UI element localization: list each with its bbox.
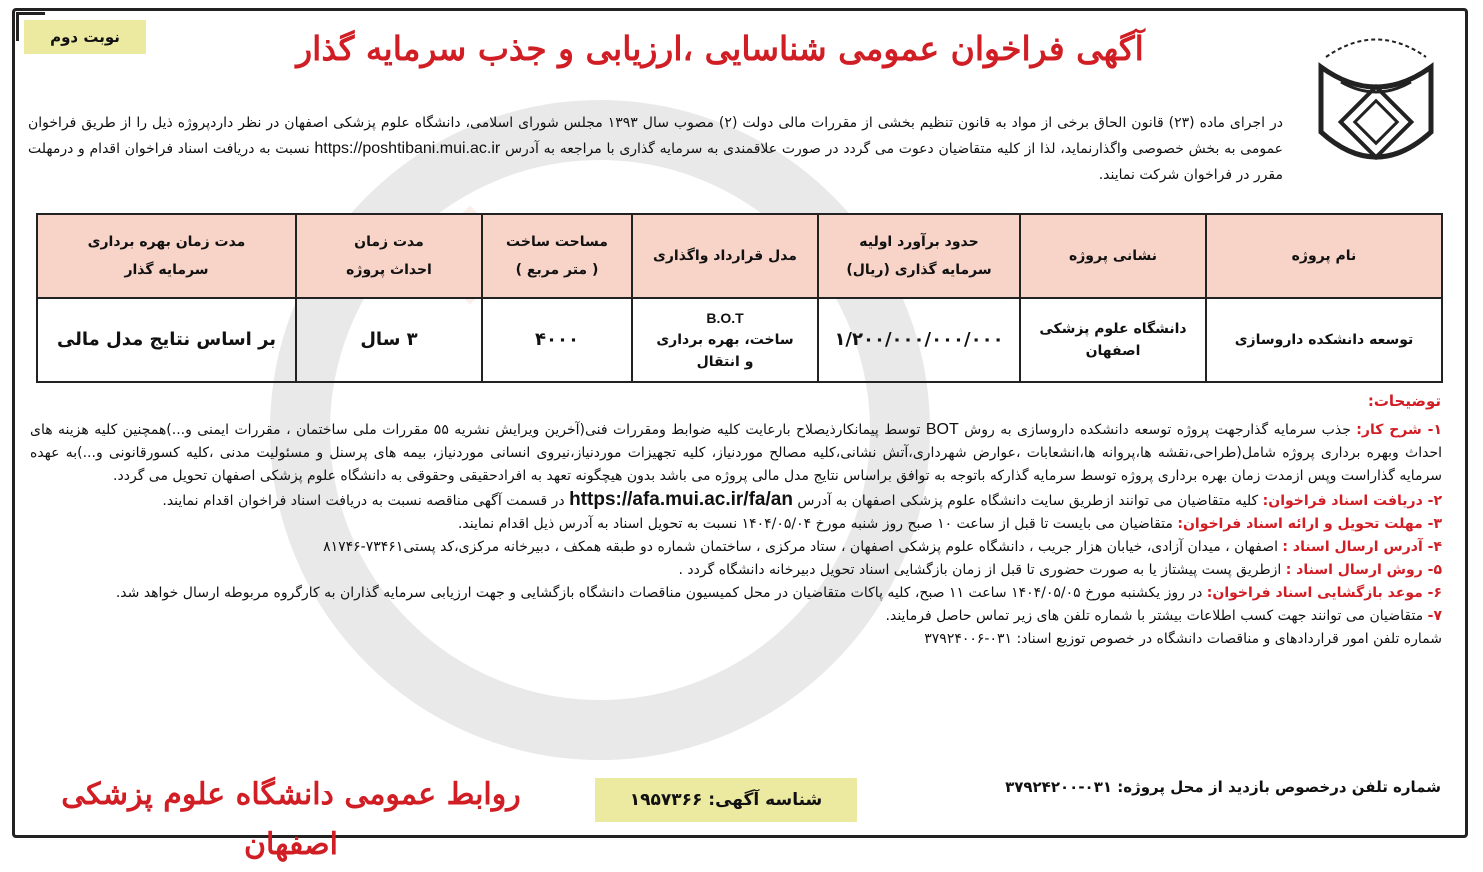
cell-operation-duration: بر اساس نتایج مدل مالی [37,298,296,382]
note-5-label: ۵- روش ارسال اسناد : [1285,562,1442,578]
col-estimate-line1: حدود برآورد اولیه [859,234,979,250]
cell-address-line1: دانشگاه علوم پزشکی [1039,321,1187,337]
col-estimate-line2: سرمایه گذاری (ریال) [846,262,992,278]
notes-list [30,418,1442,651]
note-2-text-b: در قسمت آگهی مناقصه نسبت به دریافت اسناد فراخوان اقدام نمایند. [162,493,565,509]
col-estimate [818,214,1020,298]
note-item-4 [30,536,1442,559]
intro-paragraph [28,110,1283,188]
note-4-text: اصفهان ، میدان آزادی، خیابان هزار جریب ، دانشگاه علوم پزشکی اصفهان ، ستاد مرکزی ، ساختمان شماره دو طبقه همکف ، دبیرخانه مرکزی،کد پستی۷۳۴۶۱-۸۱۷۴۶ [323,539,1278,555]
university-logo [1301,12,1451,182]
site-visit-phone: شماره تلفن درخصوص بازدید از محل پروژه: ۰۳۱-۳۷۹۲۴۲۰۰ [1005,778,1441,796]
col-operate-line1: مدت زمان بهره برداری [87,234,246,250]
cell-model-line2: ساخت، بهره برداری [656,332,794,348]
col-contract-model: مدل قرارداد واگذاری [632,214,818,298]
notes-heading: توضیحات: [1367,392,1441,410]
note-item-1 [30,418,1442,488]
note-5-text: ازطریق پست پیشتاز یا به صورت حضوری تا قبل از زمان بازگشایی اسناد تحویل دبیرخانه دانشگاه گردد . [678,562,1282,578]
note-1-text-a: جذب سرمایه گذارجهت پروژه توسعه دانشکده داروسازی به روش [964,422,1351,438]
publication-round-badge: نوبت دوم [24,20,146,54]
cell-address-line2: اصفهان [1085,343,1141,359]
col-build-duration [296,214,482,298]
table-row [37,298,1442,382]
note-1-label: ۱- شرح کار: [1356,422,1442,438]
cell-project-name: توسعه دانشکده داروسازی [1206,298,1442,382]
page-title: آگهی فراخوان عمومی شناسایی ،ارزیابی و جذب سرمایه گذار [296,29,1144,68]
note-2-label: ۲- دریافت اسناد فراخوان: [1262,493,1442,509]
note-1-text-b: توسط پیمانکارذیصلاح بارعایت کلیه ضوابط ومقررات فنی(آخرین ویرایش نشریه ۵۵ مقررات ملی ساختمان ، مقررات ایمنی و...)همچنین کلیه هزینه های احداث وبهره برداری پروژه شامل(طراحی،نقشه ها،پروانه ها،انشعابات ،عوارض شهرداری،آتش نشانی،کلیه مصالح موردنیاز، کلیه تجهیزات موردنیاز،نیروی انسانی موردنیاز، بیمه های پرسنل و مسئولیت مدنی ،کلیه کسورقانونی و...)به عهده سرمایه گذاراست وپس ازمدت زمان بهره برداری پروژه توسط سرمایه گذارکه باتوجه به توافق براساس نتایج مدل مالی پروژه می باشد بدون هیچگونه تعهد به افرادحقیقی وحقوقی به دانشگاه علوم پزشکی اصفهان تحویل می گردد. [30,422,1442,484]
cell-project-address [1020,298,1206,382]
col-operate-line2: سرمایه گذار [124,262,209,278]
col-project-address: نشانی پروژه [1020,214,1206,298]
public-relations-signature: روابط عمومی دانشگاه علوم پزشکی اصفهان [61,777,521,862]
note-7-label: ۷- [1427,608,1442,624]
cell-model-line1: B.O.T [706,310,744,326]
note-item-2 [30,488,1442,513]
table-header-row [37,214,1442,298]
note-item-3 [30,513,1442,536]
col-area [482,214,632,298]
note-3-label: ۳- مهلت تحویل و ارائه اسناد فراخوان: [1177,516,1442,532]
intro-text: در اجرای ماده (۲۳) قانون الحاق برخی از مواد به قانون تنظیم بخشی از مقررات مالی دولت (۲) مصوب سال ۱۳۹۳ مجلس شورای اسلامی، دانشگاه علوم پزشکی اصفهان در نظر داردپروژه ذیل را از طریق فراخوان عمومی به بخش خصوصی واگذارنماید، لذا از کلیه متقاضیان دعوت می گردد در صورت علاقمندی به سرمایه گذاری با مراجعه به آدرس [28,115,1284,157]
note-2-url-link[interactable]: https://afa.mui.ac.ir/fa/an [569,489,793,510]
col-operation-duration [37,214,296,298]
note-4-label: ۴- آدرس ارسال اسناد : [1282,539,1442,555]
note-item-5 [30,559,1442,582]
note-6-text: در روز یکشنبه مورخ ۱۴۰۴/۰۵/۰۵ ساعت ۱۱ صبح، کلیه پاکات متقاضیان در محل کمیسیون مناقصات دانشگاه بازگشایی و جهت ارزیابی سرمایه گذاران به کارگروه مربوطه ارسال خواهد شد. [115,585,1203,601]
intro-tail: نسبت به دریافت اسناد فراخوان اقدام و درمهلت مقرر در فراخوان شرکت نمایند. [28,141,1283,183]
contracts-phone: شماره تلفن امور قراردادهای و مناقصات دانشگاه در خصوص توزیع اسناد: ۰۳۱-۳۷۹۲۴۰۰۶ [924,631,1442,647]
col-build-line2: احداث پروژه [346,262,432,278]
cell-build-duration: ۳ سال [296,298,482,382]
intro-url-link[interactable]: https://poshtibani.mui.ac.ir [314,140,501,157]
cell-model-line3: و انتقال [696,354,754,370]
cell-estimate: ۱/۲۰۰/۰۰۰/۰۰۰/۰۰۰ [818,298,1020,382]
note-2-text-a: کلیه متقاضیان می توانند ازطریق سایت دانشگاه علوم پزشکی اصفهان به آدرس [797,493,1259,509]
note-1-bot: BOT [925,421,959,438]
note-6-label: ۶- موعد بازگشایی اسناد فراخوان: [1206,585,1442,601]
col-build-line1: مدت زمان [354,234,424,250]
cell-area: ۴۰۰۰ [482,298,632,382]
note-item-6 [30,582,1442,605]
col-area-line1: مساحت ساخت [506,234,608,250]
col-project-name: نام پروژه [1206,214,1442,298]
ad-id-badge: شناسه آگهی: ۱۹۵۷۳۶۶ [595,778,857,822]
note-3-text: متقاضیان می بایست تا قبل از ساعت ۱۰ صبح روز شنبه مورخ ۱۴۰۴/۰۵/۰۴ نسبت به تحویل اسناد به آدرس ذیل اقدام نمایند. [457,516,1173,532]
project-table [36,213,1443,383]
note-item-7 [30,605,1442,628]
note-7-text: متقاضیان می توانند جهت کسب اطلاعات بیشتر با شماره تلفن های زیر تماس حاصل فرمایند. [885,608,1424,624]
col-area-line2: ( متر مربع ) [515,262,599,278]
cell-contract-model [632,298,818,382]
